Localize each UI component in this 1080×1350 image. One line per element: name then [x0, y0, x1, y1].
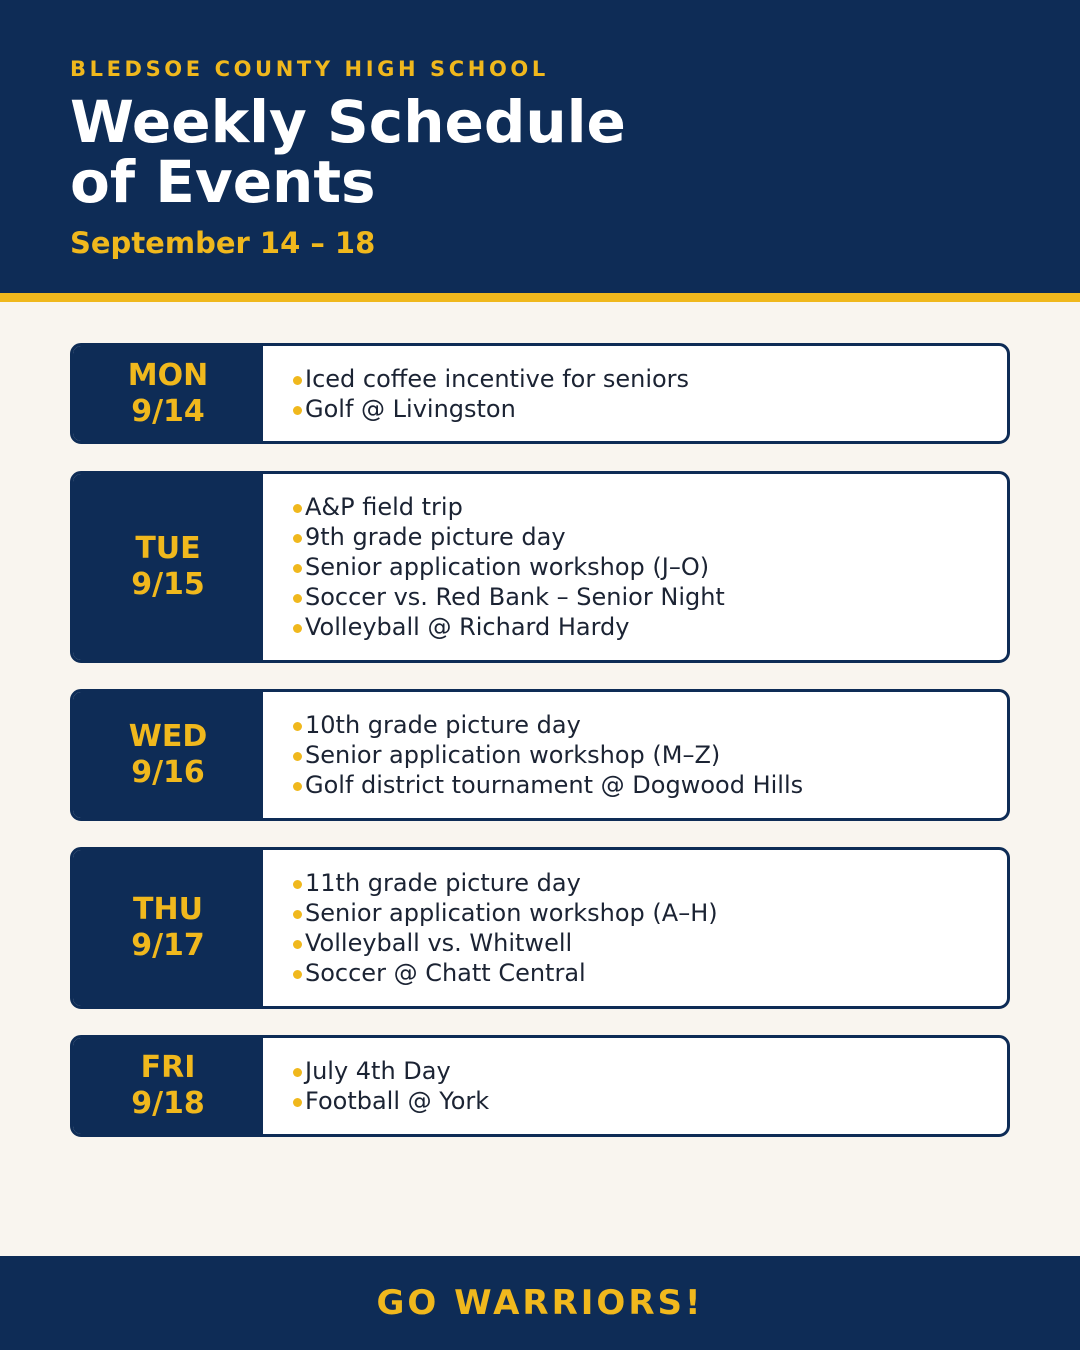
day-card-tuesday: [70, 471, 1010, 663]
event-list: [293, 1038, 997, 1134]
event-list: [293, 692, 997, 818]
day-label: [73, 1038, 263, 1134]
day-label: [73, 474, 263, 660]
event-item: 9th grade picture day: [293, 522, 997, 552]
event-item: Senior application workshop (A–H): [293, 898, 997, 928]
event-item: Soccer vs. Red Bank – Senior Night: [293, 582, 997, 612]
day-date: 9/15: [131, 567, 205, 602]
day-label: [73, 850, 263, 1006]
event-item: A&P field trip: [293, 492, 997, 522]
event-list: [293, 474, 997, 660]
day-date: 9/17: [131, 928, 205, 963]
event-item: Iced coffee incentive for seniors: [293, 364, 997, 394]
day-date: 9/14: [131, 393, 205, 429]
event-list: [293, 850, 997, 1006]
page-title: [70, 88, 626, 216]
event-list: [293, 346, 997, 441]
day-name: WED: [128, 719, 208, 754]
event-item: Golf @ Livingston: [293, 394, 997, 424]
event-item: Volleyball vs. Whitwell: [293, 928, 997, 958]
date-range: September 14 – 18: [70, 226, 376, 260]
event-item: 11th grade picture day: [293, 868, 997, 898]
page-title-line-1: Weekly Schedule: [70, 88, 626, 156]
day-date: 9/18: [131, 1086, 205, 1121]
event-item: Golf district tournament @ Dogwood Hills: [293, 770, 997, 800]
day-name: THU: [133, 892, 203, 927]
day-label: [73, 346, 263, 441]
day-name: MON: [127, 357, 209, 393]
day-card-monday: [70, 343, 1010, 444]
event-item: Senior application workshop (J–O): [293, 552, 997, 582]
event-item: 10th grade picture day: [293, 710, 997, 740]
event-item: Senior application workshop (M–Z): [293, 740, 997, 770]
event-item: Volleyball @ Richard Hardy: [293, 612, 997, 642]
header-banner: [0, 0, 1080, 293]
day-name: FRI: [140, 1050, 196, 1085]
event-item: July 4th Day: [293, 1056, 997, 1086]
day-label: [73, 692, 263, 818]
footer-slogan: GO WARRIORS!: [376, 1283, 704, 1323]
page-title-line-2: of Events: [70, 148, 376, 216]
event-item: Soccer @ Chatt Central: [293, 958, 997, 988]
day-card-wednesday: [70, 689, 1010, 821]
day-card-thursday: [70, 847, 1010, 1009]
day-card-friday: [70, 1035, 1010, 1137]
header-divider: [0, 293, 1080, 302]
day-date: 9/16: [131, 755, 205, 790]
footer-banner: [0, 1256, 1080, 1350]
event-item: Football @ York: [293, 1086, 997, 1116]
school-name: BLEDSOE COUNTY HIGH SCHOOL: [70, 57, 549, 81]
day-name: TUE: [135, 531, 201, 566]
